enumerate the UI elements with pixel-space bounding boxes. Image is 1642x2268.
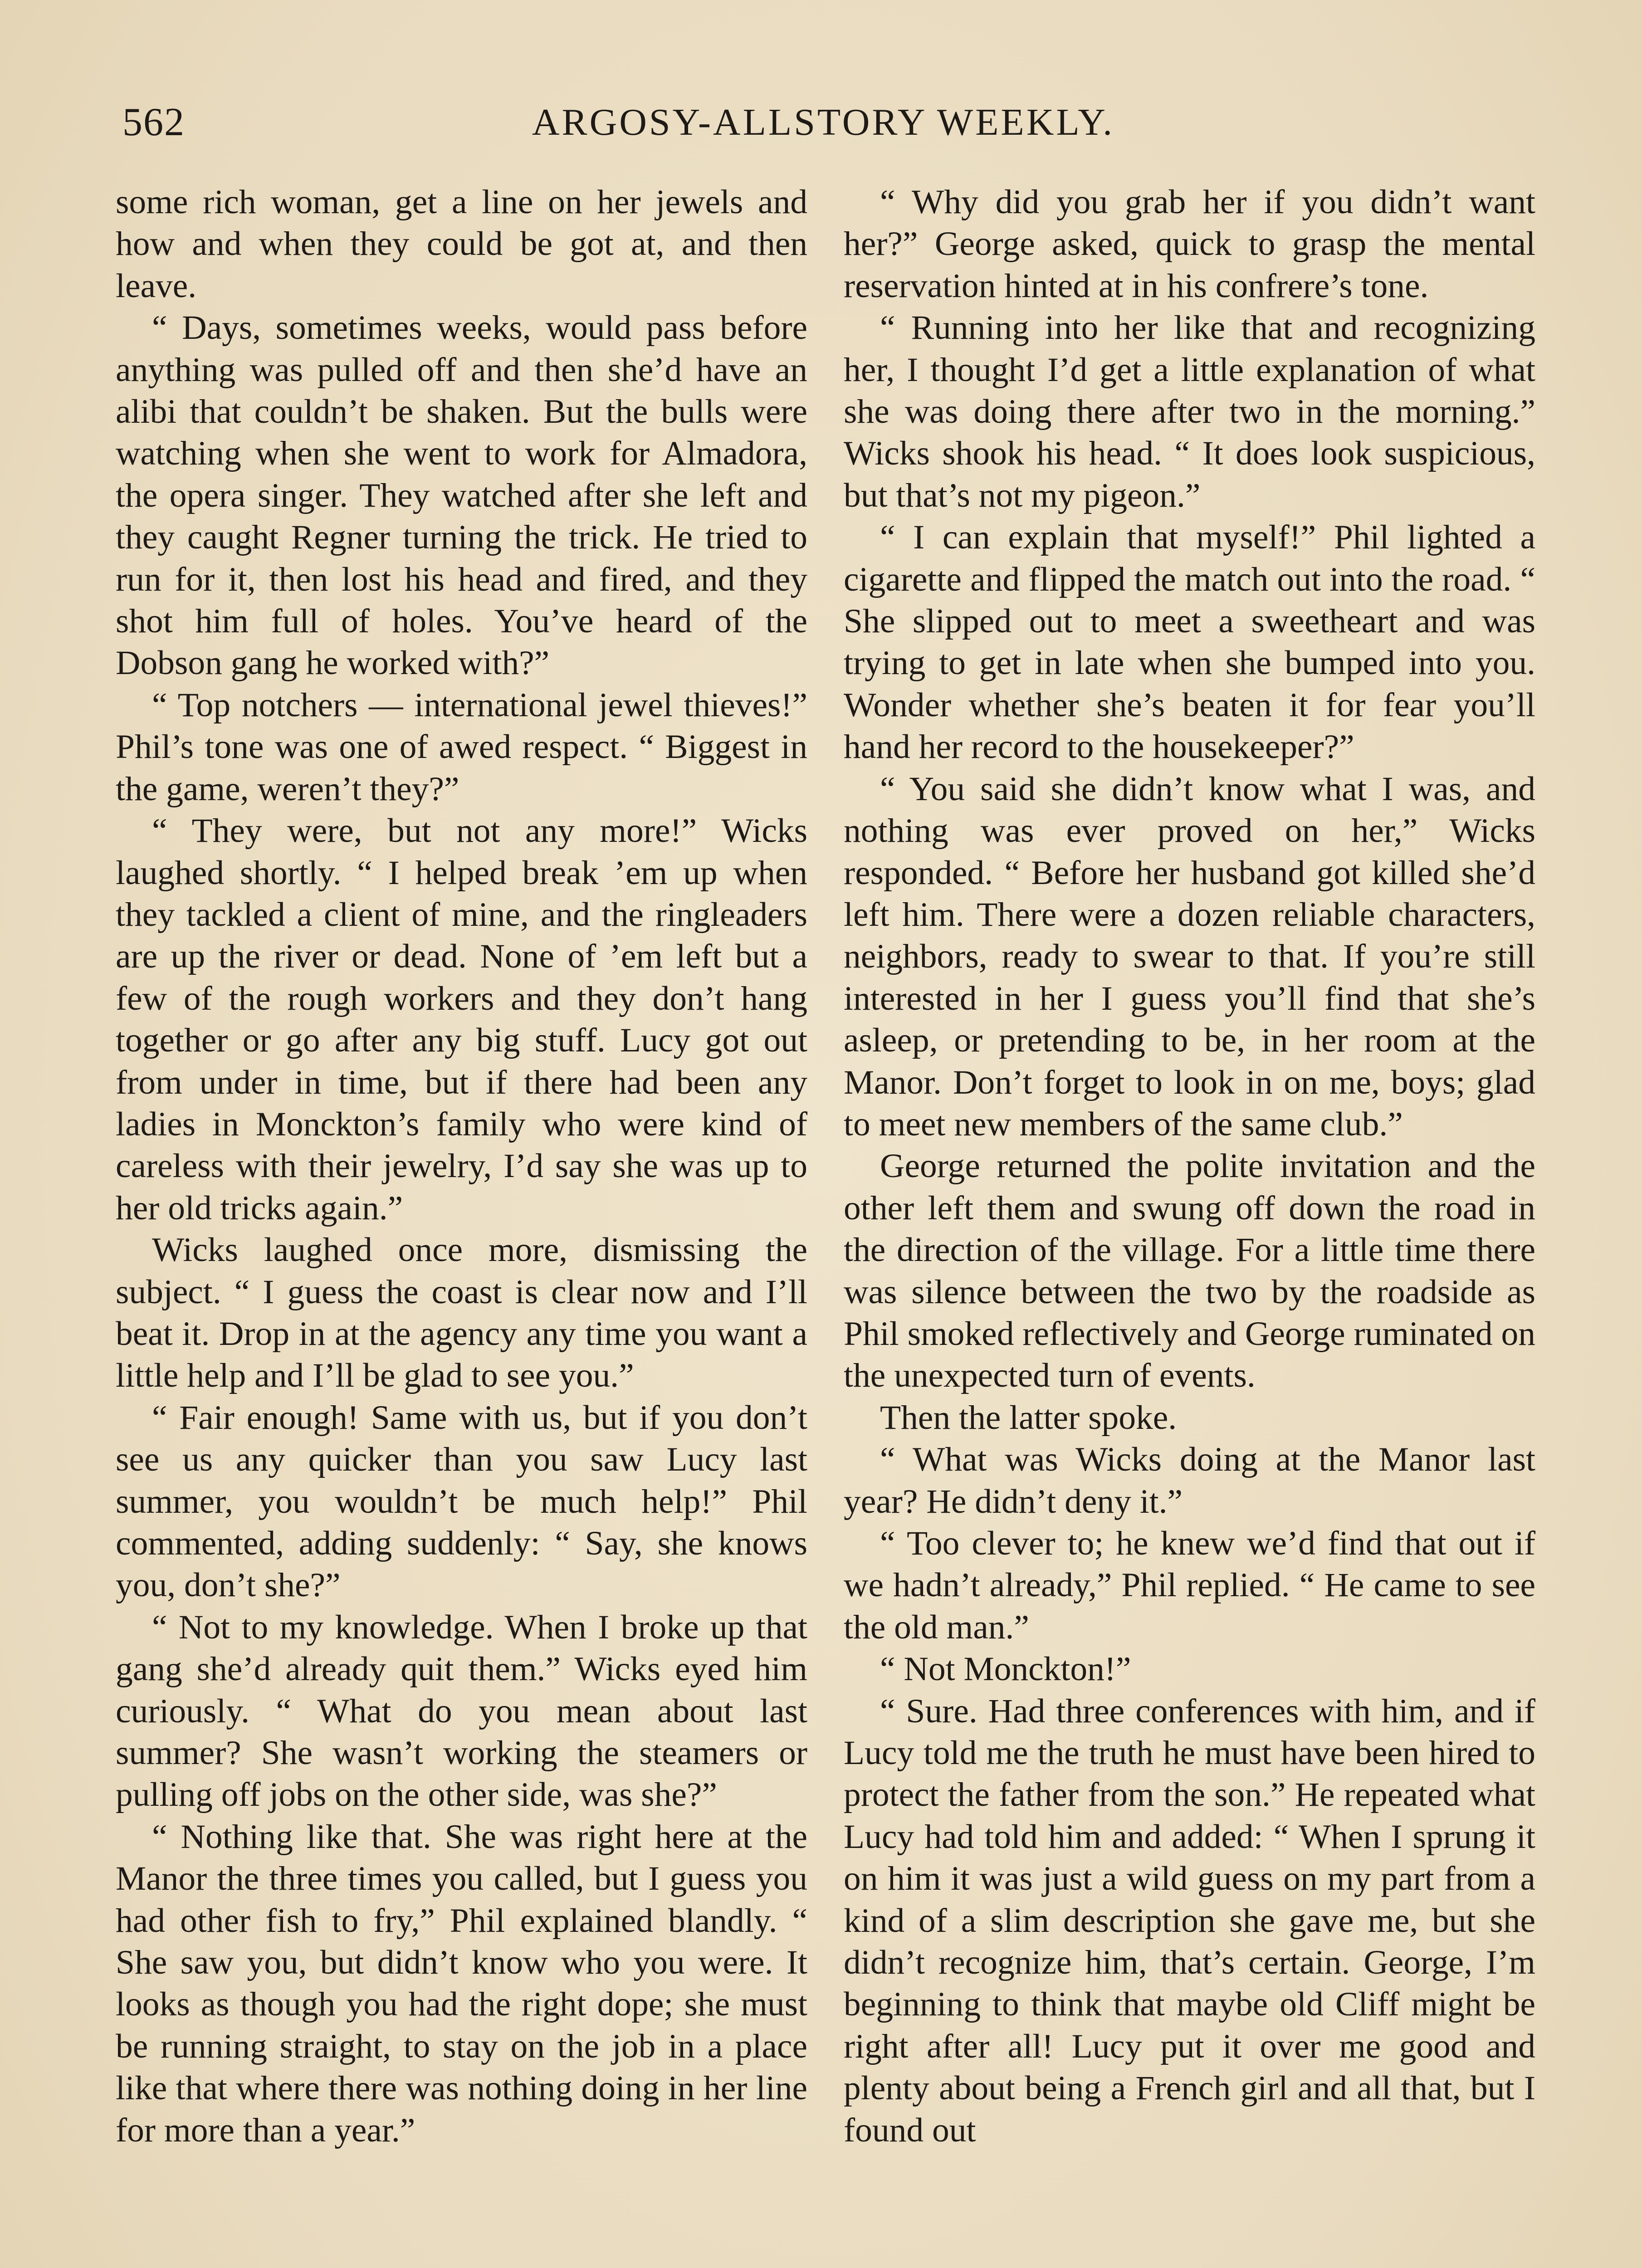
left-column: [116, 181, 807, 2151]
paragraph: some rich woman, get a line on her jewels and how and when they could be got at, and then leave.: [116, 183, 807, 305]
paragraph: “ Days, sometimes weeks, would pass before anything was pulled off and then she’d have an alibi that couldn’t be shaken. But the bulls were watching when she went to work for Almadora, the opera singer. They watched after she left and they caught Regner turning the trick. He tried to run for it, then lost his head and fired, and they shot him full of holes. You’ve heard of the Dobson gang he worked with?”: [116, 309, 807, 682]
paragraph: “ Too clever to; he knew we’d find that out if we hadn’t already,” Phil replied. “ He came to see the old man.”: [844, 1525, 1535, 1646]
paragraph: “ Running into her like that and recognizing her, I thought I’d get a little explanation of what she was doing there after two in the morning.” Wicks shook his head. “ It does look suspicious, but that’s not my pigeon.”: [844, 309, 1535, 514]
paragraph: “ Top notchers — international jewel thieves!” Phil’s tone was one of awed respect. “ Biggest in the game, weren’t they?”: [116, 686, 807, 808]
paragraph: “ What was Wicks doing at the Manor last year? He didn’t deny it.”: [844, 1441, 1535, 1520]
paragraph: “ Nothing like that. She was right here at the Manor the three times you called, but I guess you had other fish to fry,” Phil explained blandly. “ She saw you, but didn’t know who you were. It looks as though you had the right dope; she must be running straight, to stay on the job in a place like that where there was nothing doing in her line for more than a year.”: [116, 1818, 807, 2149]
paragraph: “ Why did you grab her if you didn’t want her?” George asked, quick to grasp the mental reservation hinted at in his confrere’s tone.: [844, 183, 1535, 305]
running-title: ARGOSY-ALLSTORY WEEKLY.: [532, 101, 1115, 143]
paragraph: “ Fair enough! Same with us, but if you don’t see us any quicker than you saw Lucy last summer, you wouldn’t be much help!” Phil commented, adding suddenly: “ Say, she knows you, don’t she?”: [116, 1398, 807, 1604]
paragraph: Then the latter spoke.: [880, 1398, 1177, 1437]
paragraph: “ Sure. Had three conferences with him, and if Lucy told me the truth he must have been hired to protect the father from the son.” He repeated what Lucy had told him and added: “ When I sprung it on him it was just a wild guess on my part from a kind of a slim description she gave me, but she didn’t recognize him, that’s certain. George, I’m beginning to think that maybe old Cliff might be right after all! Lucy put it over me good and plenty about being a French girl and all that, but I found out: [844, 1692, 1535, 2149]
paragraph: “ Not Monckton!”: [880, 1650, 1131, 1688]
paragraph: Wicks laughed once more, dismissing the subject. “ I guess the coast is clear now and I’ll beat it. Drop in at the agency any time you want a little help and I’ll be glad to see you.”: [116, 1231, 807, 1395]
page-header: [113, 95, 1533, 150]
page-number: 562: [122, 100, 185, 144]
paragraph: “ You said she didn’t know what I was, and nothing was ever proved on her,” Wicks responded. “ Before her husband got killed she’d left him. There were a dozen reliable characters, neighbors, ready to swear to that. If you’re still interested in her I guess you’ll find that she’s asleep, or pretending to be, in her room at the Manor. Don’t forget to look in on me, boys; glad to meet new members of the same club.”: [844, 770, 1535, 1143]
paragraph: George returned the polite invitation and the other left them and swung off down the road in the direction of the village. For a little time there was silence between the two by the roadside as Phil smoked reflectively and George ruminated on the unexpected turn of events.: [844, 1147, 1535, 1395]
right-column: [844, 181, 1535, 2151]
paragraph: “ Not to my knowledge. When I broke up that gang she’d already quit them.” Wicks eyed him curiously. “ What do you mean about last summer? She wasn’t working the steamers or pulling off jobs on the other side, was she?”: [116, 1608, 807, 1814]
paragraph: “ I can explain that myself!” Phil lighted a cigarette and flipped the match out into the road. “ She slipped out to meet a sweetheart and was trying to get in late when she bumped into you. Wonder whether she’s beaten it for fear you’ll hand her record to the housekeeper?”: [844, 518, 1535, 766]
paragraph: “ They were, but not any more!” Wicks laughed shortly. “ I helped break ’em up when they tackled a client of mine, and the ringleaders are up the river or dead. None of ’em left but a few of the rough workers and they don’t hang together or go after any big stuff. Lucy got out from under in time, but if there had been any ladies in Monckton’s family who were kind of careless with their jewelry, I’d say she was up to her old tricks again.”: [116, 812, 807, 1227]
